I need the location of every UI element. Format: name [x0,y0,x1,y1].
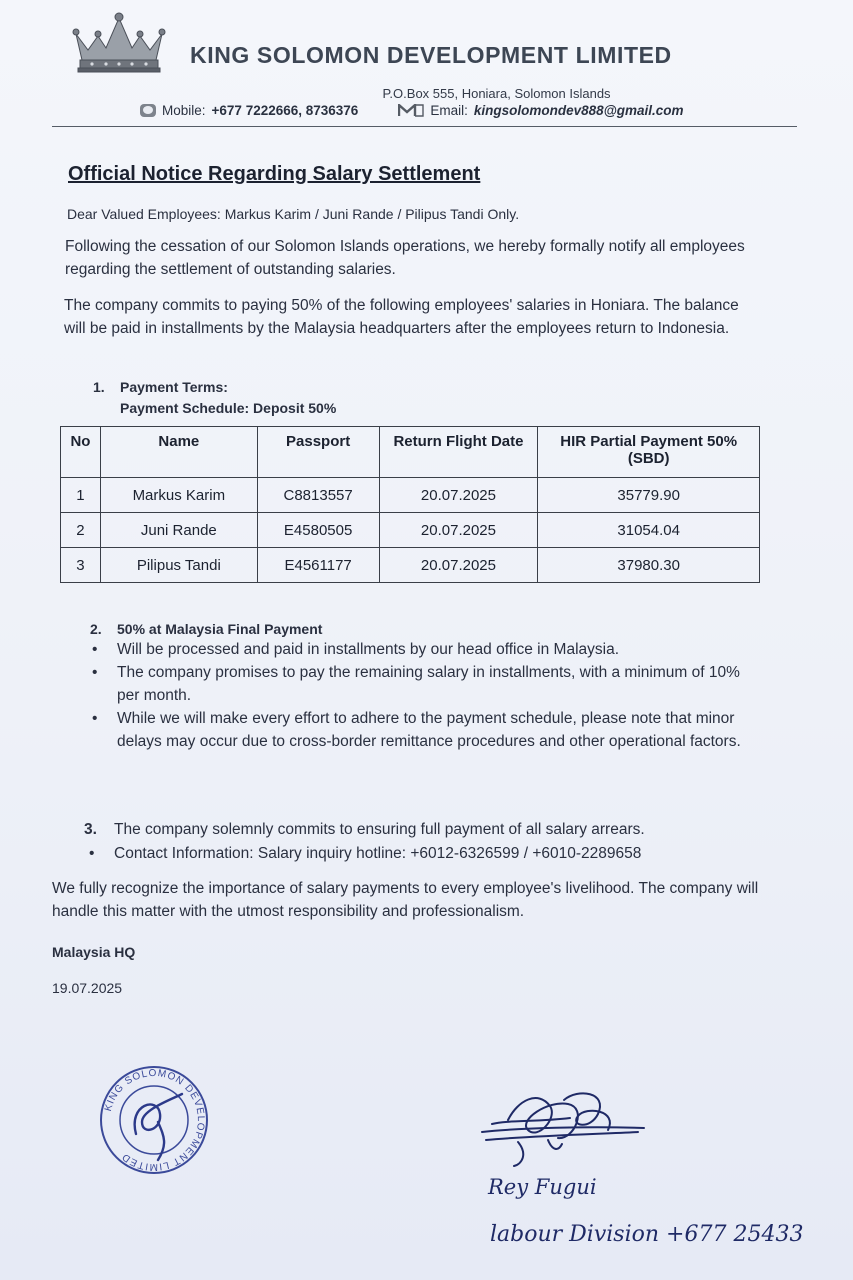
sender: Malaysia HQ [52,944,136,960]
table-row [61,478,760,513]
table-cell: Juni Rande [100,513,257,548]
email-address: kingsolomondev888@gmail.com [473,103,684,118]
table-cell: C8813557 [257,478,379,513]
crown-logo-icon [72,12,166,74]
table-row [61,513,760,548]
table-cell: 2 [61,513,101,548]
table-cell: E4580505 [257,513,379,548]
table-cell: Pilipus Tandi [100,548,257,583]
salutation: Dear Valued Employees: Markus Karim / Juni Rande / Pilipus Tandi Only. [67,206,520,222]
phone-icon [140,104,156,117]
table-row [61,548,760,583]
paragraph-commitment: The company commits to paying 50% of the following employees' salaries in Honiara. The balance will be paid in installments by the Malaysia headquarters after the employees return to Indonesia. [64,297,739,337]
svg-text:KING SOLOMON DEVELOPMENT LIMIT: KING SOLOMON DEVELOPMENT LIMITED [102,1067,207,1173]
section3-number: 3. [84,821,97,838]
table-header: Passport [257,427,379,478]
table-cell: 35779.90 [538,478,760,513]
table-header: Name [100,427,257,478]
company-address: P.O.Box 555, Honiara, Solomon Islands [382,86,611,101]
table-cell: Markus Karim [100,478,257,513]
table-cell: 31054.04 [538,513,760,548]
payment-table [60,426,760,583]
table-header: Return Flight Date [379,427,538,478]
table-cell: 20.07.2025 [379,513,538,548]
signature-icon [478,1080,648,1170]
table-header: No [61,427,101,478]
section3-bullets [86,842,786,865]
header-divider [52,126,797,127]
signatory-division: labour Division +677 25433 [490,1222,804,1247]
mobile-number: +677 7222666, 8736376 [211,103,359,118]
table-header: HIR Partial Payment 50% (SBD) [538,427,760,478]
section2-bullets [89,638,754,753]
notice-title: Official Notice Regarding Salary Settlement [68,163,481,185]
contact-hotline: • Contact Information: Salary inquiry hotline: +6012-6326599 / +6010-2289658 [86,842,786,865]
section1-number: 1. [93,379,105,395]
email-label: Email: [430,103,468,118]
list-item: • The company promises to pay the remaining salary in installments, with a minimum of 10% per month. [89,661,754,707]
signatory-name: Rey Fugui [488,1175,597,1199]
section1-subtitle: Payment Schedule: Deposit 50% [120,400,337,416]
closing-paragraph: We fully recognize the importance of salary payments to every employee's livelihood. The company will handle this matter with the utmost responsibility and professionalism. [52,880,759,920]
section2-number: 2. [90,621,102,637]
table-header-row [61,427,760,478]
list-item: • While we will make every effort to adhere to the payment schedule, please note that minor delays may occur due to cross-border remittance procedures and other operational factors. [89,707,754,753]
company-stamp-icon [98,1064,210,1176]
document-date: 19.07.2025 [52,980,123,996]
section2-title: 50% at Malaysia Final Payment [117,621,323,637]
table-cell: 20.07.2025 [379,548,538,583]
company-name: KING SOLOMON DEVELOPMENT LIMITED [190,42,672,68]
section1-title: Payment Terms: [120,379,228,395]
table-cell: 37980.30 [538,548,760,583]
mobile-label: Mobile: [162,103,206,118]
mail-icon [398,104,424,117]
section3-text: The company solemnly commits to ensuring full payment of all salary arrears. [114,821,645,838]
table-cell: 1 [61,478,101,513]
list-item: • Will be processed and paid in installments by our head office in Malaysia. [89,638,754,661]
table-cell: 3 [61,548,101,583]
table-cell: 20.07.2025 [379,478,538,513]
paragraph-cessation: Following the cessation of our Solomon Islands operations, we hereby formally notify all employees regarding the settlement of outstanding salaries. [65,238,745,278]
contact-line [140,103,684,118]
table-cell: E4561177 [257,548,379,583]
